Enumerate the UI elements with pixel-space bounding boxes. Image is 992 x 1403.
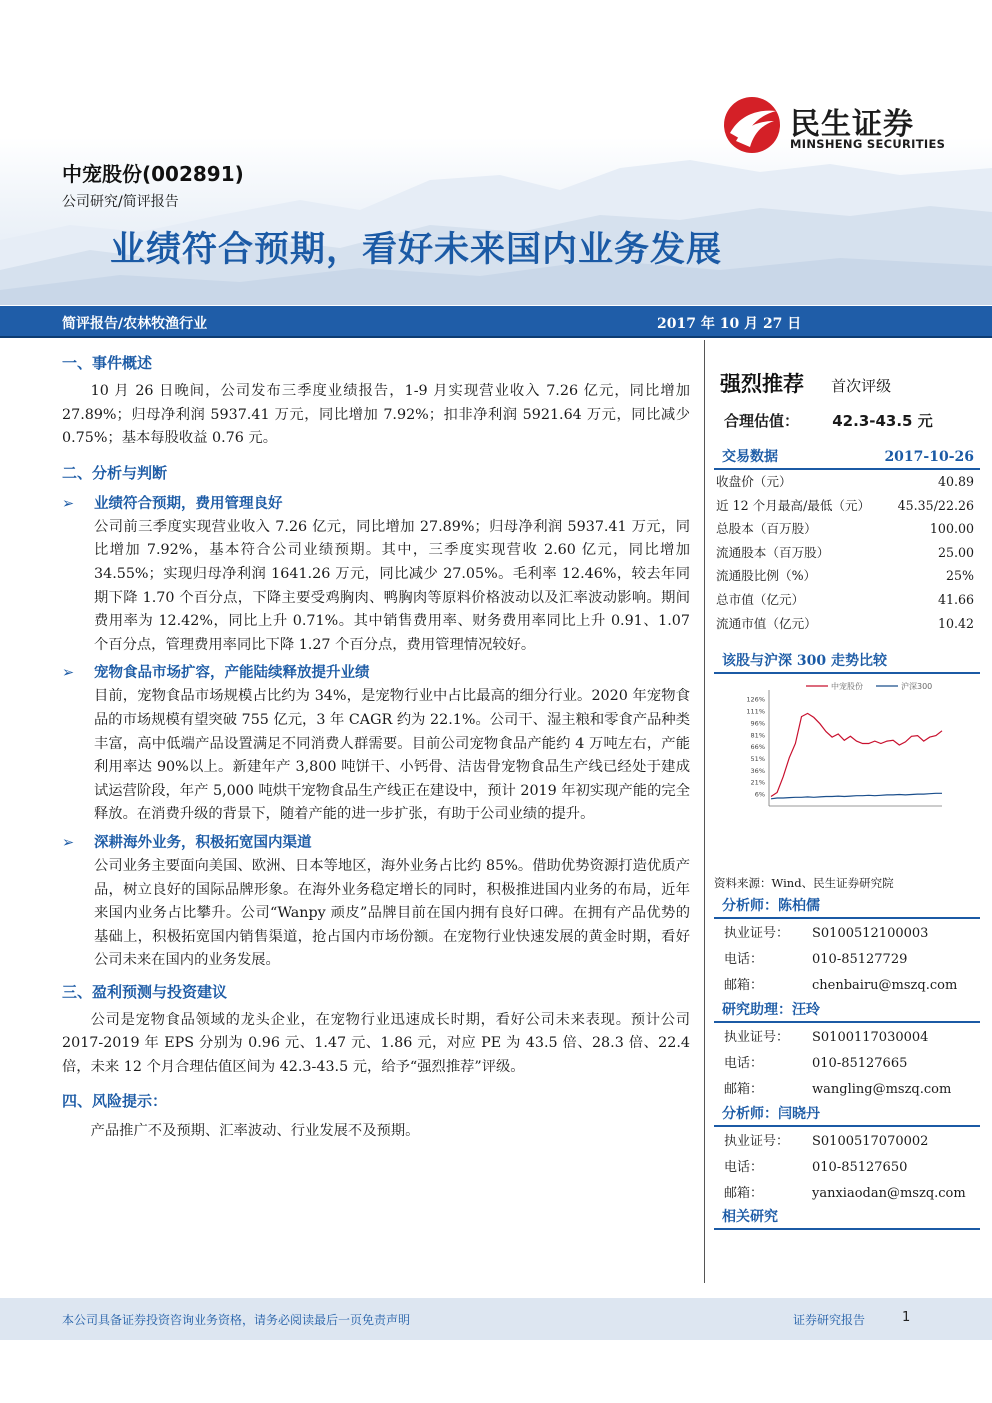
y-tick-label: 111%: [746, 707, 765, 716]
analyst-header: 分析师：陈柏儒: [714, 895, 980, 919]
report-date: 2017 年 10 月 27 日: [657, 316, 802, 332]
report-title: 业绩符合预期，看好未来国内业务发展: [110, 230, 723, 270]
trade-row: 流通市值（亿元） 10.42: [716, 615, 974, 631]
related-research-header: 相关研究: [714, 1206, 980, 1230]
subheading-overseas: ➢ 深耕海外业务，积极拓宽国内渠道: [62, 831, 690, 855]
column-divider: [704, 340, 705, 1283]
page-number: 1: [902, 1310, 911, 1325]
legend-label: 中宠股份: [831, 682, 863, 691]
subheading-market: ➢ 宠物食品市场扩容，产能陆续释放提升业绩: [62, 661, 690, 685]
category-bar: [0, 306, 992, 338]
arrow-bullet-icon: ➢: [62, 834, 75, 851]
y-tick-label: 51%: [750, 754, 765, 763]
trade-row: 流通股比例（%） 25%: [716, 568, 974, 584]
section-heading-forecast: 三、盈利预测与投资建议: [62, 982, 228, 1001]
analyst-contact: 执业证号： S0100512100003 电话： 010-85127729 邮箱： chenbairu@mszq.com: [714, 921, 980, 999]
analyst2-contact: 执业证号： S0100517070002 电话： 010-85127650 邮箱： yanxiaodan@mszq.com: [714, 1129, 980, 1207]
event-paragraph: 10 月 26 日晚间，公司发布三季度业绩报告，1-9 月实现营业收入 7.26 亿元，同比增加 27.89%；归母净利润 5937.41 万元，同比增加 7.92%；扣非净利润 5921.64 万元，同比减少 0.75%；基本每股收益 0.76 元。: [62, 383, 690, 447]
y-tick-label: 81%: [750, 731, 765, 740]
section-heading-risk: 四、风险提示：: [62, 1091, 168, 1110]
forecast-paragraph: 公司是宠物食品领域的龙头企业，在宠物行业迅速成长时期，看好公司未来表现。预计公司 2017-2019 年 EPS 分别为 0.96 元、1.47 元、1.86 元，对应 PE 为 43.5 倍、28.3 倍、22.4 倍，未来 12 个月合理估值区间为 42.3-43.5 元，给予“强烈推荐”评级。: [62, 1011, 690, 1076]
rating-note: 首次评级: [831, 377, 892, 395]
valuation-value: 42.3-43.5 元: [832, 412, 933, 430]
y-tick-label: 96%: [750, 719, 765, 728]
valuation-label: 合理估值：: [724, 412, 800, 430]
risk-paragraph: 产品推广不及预期、汇率波动、行业发展不及预期。: [90, 1122, 420, 1139]
section-heading-event: 一、事件概述: [62, 354, 153, 372]
y-tick-label: 21%: [750, 778, 765, 787]
subheading-performance: ➢ 业绩符合预期，费用管理良好: [62, 492, 690, 516]
email-link[interactable]: wangling@mszq.com: [812, 1082, 952, 1097]
y-tick-label: 6%: [754, 790, 765, 799]
y-tick-label: 66%: [750, 743, 765, 752]
header-banner: [0, 0, 992, 305]
chart-header: 该股与沪深 300 走势比较: [714, 650, 980, 674]
rating-value: 强烈推荐: [720, 372, 804, 396]
y-tick-label: 126%: [746, 695, 765, 704]
trade-data-table: [714, 470, 980, 635]
legend-label: 沪深300: [901, 682, 933, 691]
email-link[interactable]: yanxiaodan@mszq.com: [812, 1186, 966, 1201]
trade-row: 近 12 个月最高/最低（元） 45.35/22.26: [716, 497, 974, 513]
main-content: [62, 350, 690, 1143]
trade-row: 流通股本（百万股） 25.00: [716, 544, 974, 560]
assistant-header: 研究助理：汪玲: [714, 999, 980, 1023]
arrow-bullet-icon: ➢: [62, 495, 75, 512]
email-link[interactable]: chenbairu@mszq.com: [812, 978, 958, 993]
y-tick-label: 36%: [750, 766, 765, 775]
minsheng-logo: [722, 95, 962, 157]
logo-cn-text: 民生证券: [790, 107, 914, 142]
chart-legend: [806, 681, 932, 691]
performance-paragraph: 公司前三季度实现营业收入 7.26 亿元，同比增加 27.89%；归母净利润 5937.41 万元，同比增加 7.92%，基本符合公司业绩预期。其中，三季度实现营收 2.60 亿元，同比增加 34.55%；实现归母净利润 1641.26 万元，同比减少 27.05%。毛利率 12.46%，较去年同期下降 1.70 个百分点，下降主要受鸡胸肉、鸭胸肉等原料价格波动以及汇率波动影响。期间费用率为 12.42%，同比上升 0.71%。其中销售费用率、财务费用率同比上升 0.91、1.07 个百分点，管理费用率同比下降 1.27 个百分点，费用管理情况较好。: [94, 518, 690, 653]
industry-label: 简评报告/农林牧渔行业: [62, 316, 208, 332]
company-name: 中宠股份(002891): [62, 162, 244, 186]
arrow-bullet-icon: ➢: [62, 665, 75, 682]
valuation-row: [724, 410, 933, 431]
overseas-paragraph: 公司业务主要面向美国、欧洲、日本等地区，海外业务占比约 85%。借助优势资源打造优质产品，树立良好的国际品牌形象。在海外业务稳定增长的同时，积极推进国内业务的布局，近年来国内业务占比攀升。公司“Wanpy 顽皮”品牌目前在国内拥有良好口碑。在拥有产品优势的基础上，积极拓宽国内销售渠道，抢占国内市场份额。在宠物行业快速发展的黄金时期，看好公司未来在国内的业务发展。: [94, 857, 690, 969]
report-type: 公司研究/简评报告: [62, 194, 179, 210]
market-paragraph: 目前，宠物食品市场规模占比约为 34%，是宠物行业中占比最高的细分行业。2020 年宠物食品的市场规模有望突破 755 亿元，3 年 CAGR 约为 22.1%。公司干、湿主粮和零食产品种类丰富，高中低端产品设置满足不同消费人群需要。目前公司宠物食品产能约 4 万吨左右，产能利用率达 90%以上。新建年产 3,800 吨饼干、小钙骨、洁齿骨宠物食品生产线已经处于建成试运营阶段，年产 5,000 吨烘干宠物食品生产线正在建设中，预计 2019 年初实现产能的完全释放。在消费升级的背景下，随着产能的进一步扩张，有助于公司业绩的提升。: [94, 688, 690, 823]
assistant-contact: 执业证号： S0100117030004 电话： 010-85127665 邮箱： wangling@mszq.com: [714, 1025, 980, 1103]
line-chart: [714, 678, 980, 864]
section-heading-analysis: 二、分析与判断: [62, 463, 168, 482]
series-line: [771, 713, 942, 796]
rating-row: [720, 368, 891, 398]
footer-label: 证券研究报告: [793, 1313, 866, 1327]
trade-row: 总股本（百万股） 100.00: [716, 521, 974, 537]
chart-source: 资料来源：Wind、民生证券研究院: [714, 876, 894, 890]
trade-data-header: 交易数据 2017-10-26: [714, 446, 980, 470]
logo-mark-icon: [722, 95, 782, 155]
trade-row: 总市值（亿元） 41.66: [716, 591, 974, 607]
trade-row: 收盘价（元） 40.89: [716, 474, 974, 489]
disclaimer-text: 本公司具备证券投资咨询业务资格，请务必阅读最后一页免责声明: [62, 1313, 411, 1327]
logo-en-text: MINSHENG SECURITIES: [790, 137, 946, 151]
series-line: [771, 793, 942, 799]
page-footer: [0, 1298, 992, 1340]
analyst2-header: 分析师：闫晓丹: [714, 1103, 980, 1127]
stock-vs-index-chart: [714, 678, 980, 864]
